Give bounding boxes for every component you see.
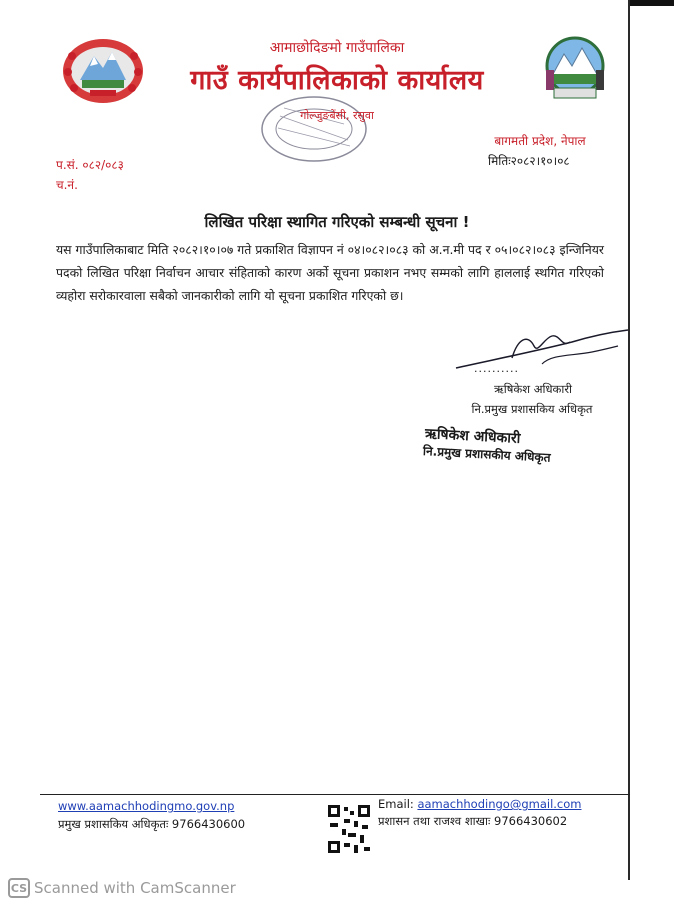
camscanner-watermark bbox=[8, 878, 236, 898]
email-line bbox=[378, 797, 582, 811]
notice-heading: लिखित परिक्षा स्थागित गरिएको सम्बन्धी सूचना ! bbox=[204, 213, 470, 231]
letter-date: मितिः२०८२।१०।०८ bbox=[488, 154, 570, 168]
signatory-title: नि.प्रमुख प्रशासकिय अधिकृत bbox=[471, 402, 593, 416]
office-title: गाउँ कार्यपालिकाको कार्यालय bbox=[190, 65, 484, 96]
stamp-signatory-title: नि.प्रमुख प्रशासकीय अधिकृत bbox=[422, 444, 551, 465]
page-edge bbox=[628, 0, 630, 880]
admin-phone: प्रशासन तथा राजश्व शाखाः 9766430602 bbox=[378, 814, 568, 828]
camscanner-logo-icon: CS bbox=[8, 878, 30, 898]
dispatch-number: च.नं. bbox=[56, 178, 78, 192]
signature-dots: .......... bbox=[474, 362, 519, 375]
footer-divider bbox=[40, 794, 630, 795]
qr-code-icon bbox=[326, 803, 372, 855]
camscanner-text: Scanned with CamScanner bbox=[34, 879, 236, 897]
notice-body: यस गाउँपालिकाबाट मिति २०८२।१०।०७ गते प्रकाशित विज्ञापन नं ०४।०८२।०८३ को अ.न.मी पद र ०५।०८२।०८३ इन्जिनियर पदको लिखित परिक्षा निर्वाचन आचार संहिताको कारण अर्को सूचना प्रकाशन नभए सम्मको लागि हाललाई स्थगित गरिएको व्यहोरा सरोकारवाला सबैको जानकारीको लागि यो सूचना प्रकाशित गरिएको छ। bbox=[56, 242, 605, 303]
reference-number: प.सं. ०८२/०८३ bbox=[56, 158, 124, 172]
email-link[interactable]: aamachhodingo@gmail.com bbox=[417, 797, 582, 811]
municipality-subtitle: आमाछोदिङमो गाउँपालिका bbox=[269, 40, 405, 56]
website-link[interactable]: www.aamachhodingmo.gov.np bbox=[58, 799, 235, 813]
stamp-signatory-name: ऋषिकेश अधिकारी bbox=[424, 426, 521, 447]
page-edge-top bbox=[630, 0, 674, 6]
cao-phone: प्रमुख प्रशासकिय अधिकृतः 9766430600 bbox=[58, 817, 246, 831]
email-label: Email: bbox=[378, 797, 414, 811]
province-name: बागमती प्रदेश, नेपाल bbox=[494, 134, 586, 148]
official-stamp-icon bbox=[258, 94, 370, 164]
office-address: गोल्जुङबेंसी, रसुवा bbox=[300, 109, 374, 122]
signatory-name: ऋषिकेश अधिकारी bbox=[493, 382, 573, 396]
